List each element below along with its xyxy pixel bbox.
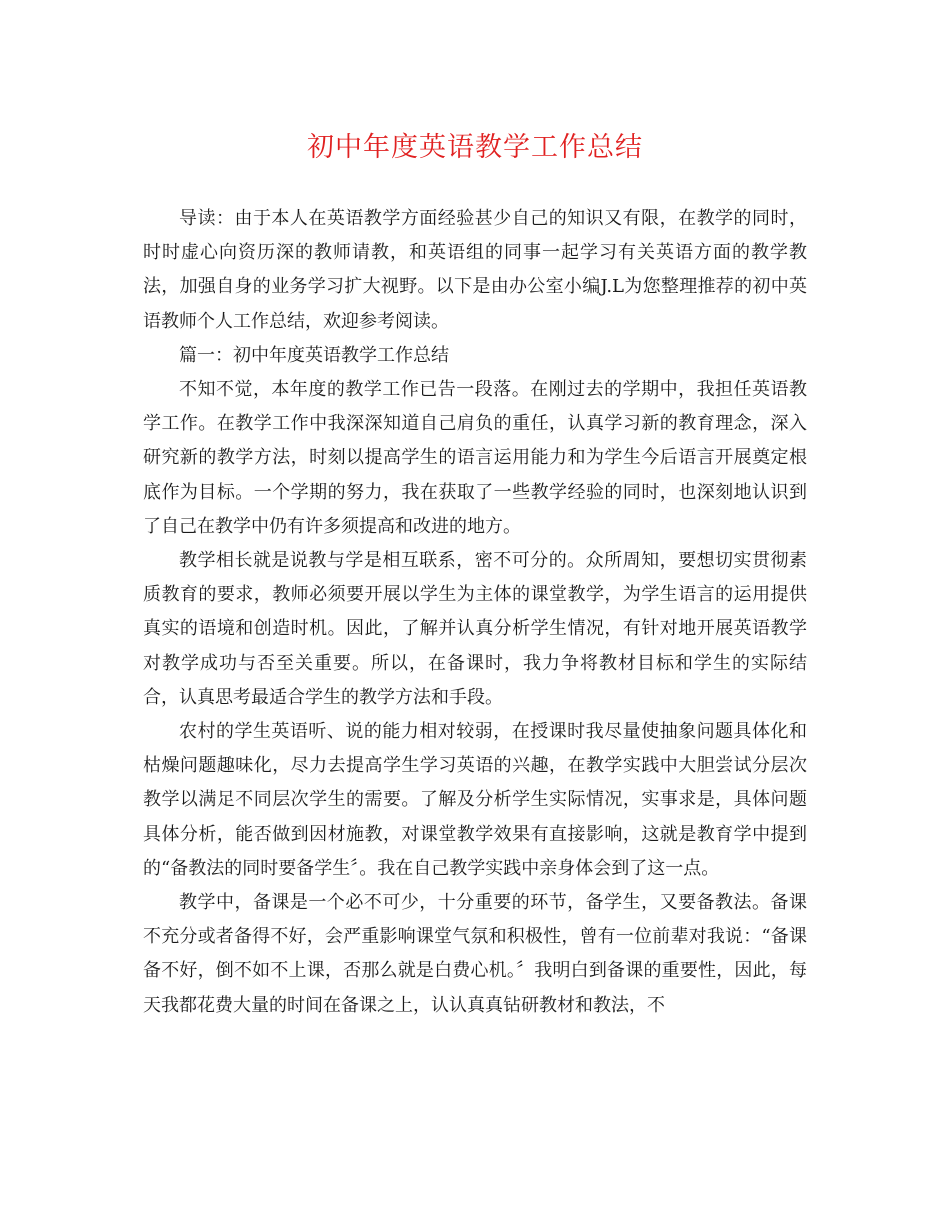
body-paragraph: 农村的学生英语听、说的能力相对较弱，在授课时我尽量使抽象问题具体化和枯燥问题趣味化，尽力去提高学生学习英语的兴趣，在教学实践中大胆尝试分层次教学以满足不同层次学生的需要。了解及分析学生实际情况，实事求是，具体问题具体分析，能否做到因材施教，对课堂教学效果有直接影响，这就是教育学中提到的“备教法的同时要备学生〞。我在自己教学实践中亲身体会到了这一点。 bbox=[143, 721, 807, 879]
document-body bbox=[143, 202, 807, 1023]
section-heading: 篇一：初中年度英语教学工作总结 bbox=[179, 344, 449, 366]
document-title: 初中年度英语教学工作总结 bbox=[307, 132, 643, 163]
body-paragraph: 教学中，备课是一个必不可少，十分重要的环节，备学生，又要备教法。备课不充分或者备得不好，会严重影响课堂气氛和积极性，曾有一位前辈对我说：“备课备不好，倒不如不上课，否那么就是白费心机。〞我明白到备课的重要性，因此，每天我都花费大量的时间在备课之上，认认真真钻研教材和教法，不 bbox=[143, 892, 807, 1016]
body-paragraph: 不知不觉，本年度的教学工作已告一段落。在刚过去的学期中，我担任英语教学工作。在教学工作中我深深知道自己肩负的重任，认真学习新的教育理念，深入研究新的教学方法，时刻以提高学生的语言运用能力和为学生今后语言开展奠定根底作为目标。一个学期的努力，我在获取了一些教学经验的同时，也深刻地认识到了自己在教学中仍有许多须提高和改进的地方。 bbox=[143, 379, 807, 537]
body-paragraph: 教学相长就是说教与学是相互联系，密不可分的。众所周知，要想切实贯彻素质教育的要求，教师必须要开展以学生为主体的课堂教学，为学生语言的运用提供真实的语境和创造时机。因此，了解并认真分析学生情况，有针对地开展英语教学对教学成功与否至关重要。所以，在备课时，我力争将教材目标和学生的实际结合，认真思考最适合学生的教学方法和手段。 bbox=[143, 550, 807, 708]
intro-paragraph: 导读：由于本人在英语教学方面经验甚少自己的知识又有限，在教学的同时，时时虚心向资历深的教师请教，和英语组的同事一起学习有关英语方面的教学教法，加强自身的业务学习扩大视野。以下是由办公室小编J.L为您整理推荐的初中英语教师个人工作总结，欢迎参考阅读。 bbox=[143, 208, 807, 332]
